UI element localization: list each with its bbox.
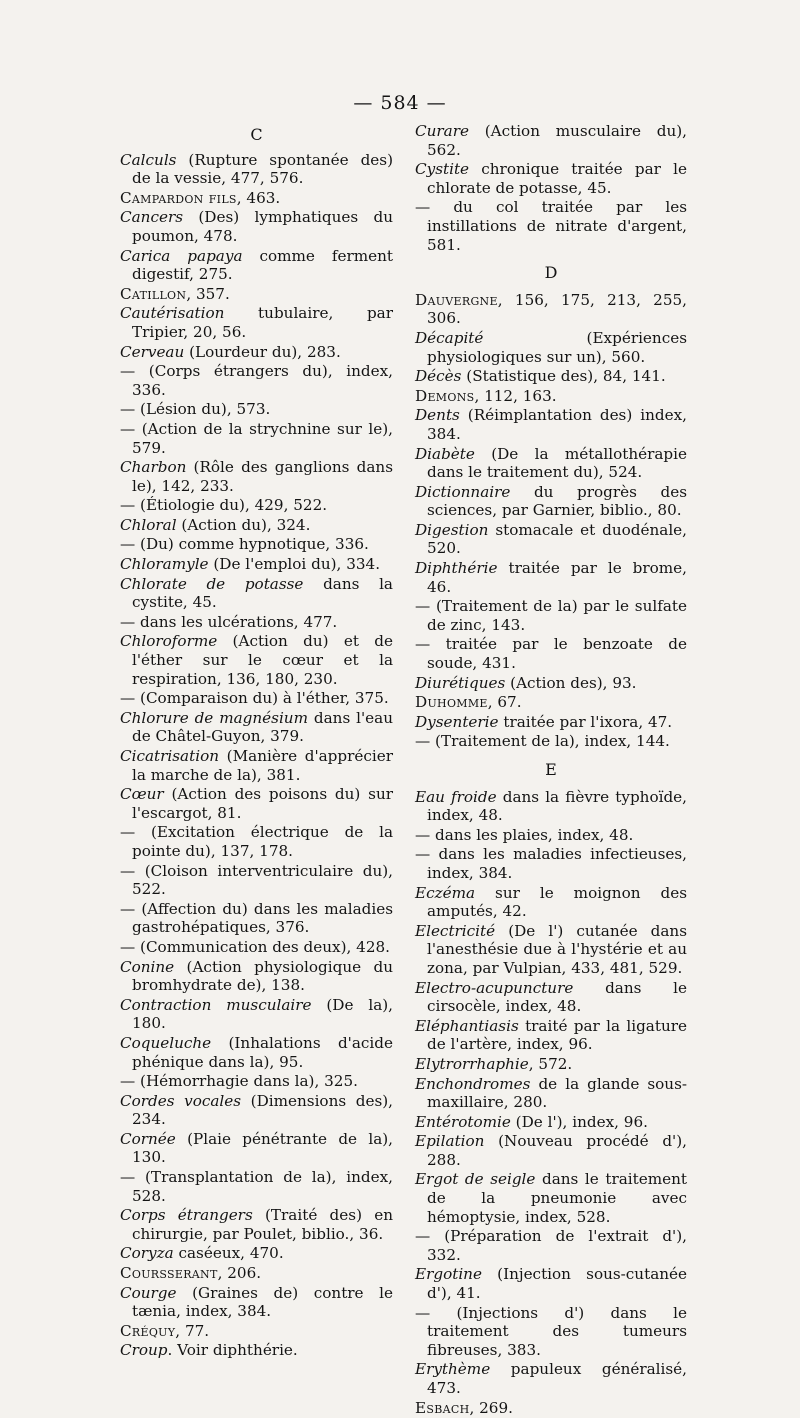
- entry-text: sur le moignon des amputés, 42.: [427, 883, 687, 921]
- section-letter: E: [545, 760, 557, 779]
- entry-term: Décapité: [415, 328, 484, 347]
- entry-term: Dysenterie: [415, 712, 499, 731]
- index-entry: [415, 1360, 687, 1397]
- index-entry: [415, 1055, 687, 1074]
- entry-text: comme ferment digestif, 275.: [132, 246, 393, 284]
- entry-text: , 463.: [236, 188, 281, 207]
- entry-term: Diabète: [415, 444, 475, 463]
- entry-text: — (Action de la strychnine sur le), 579.: [120, 419, 393, 457]
- entry-text: traitée par l'ixora, 47.: [498, 712, 673, 731]
- entry-text: (De l'), index, 96.: [510, 1112, 648, 1131]
- entry-text: , 269.: [469, 1398, 513, 1417]
- entry-text: (Injection sous-cutanée d'), 41.: [427, 1265, 687, 1303]
- entry-term: Diphthérie: [415, 559, 498, 578]
- index-entry: [120, 420, 393, 457]
- entry-text: , 206.: [217, 1264, 262, 1283]
- index-entry: [415, 1017, 687, 1054]
- entry-term: Entérotomie: [415, 1112, 511, 1131]
- index-entry: [415, 521, 687, 558]
- entry-term: Cancers: [120, 208, 184, 227]
- entry-term: Curare: [415, 122, 469, 140]
- entry-text: , 357.: [186, 284, 230, 303]
- index-entry: [415, 922, 687, 978]
- index-entry: [415, 884, 687, 921]
- entry-term: Charbon: [120, 458, 187, 477]
- index-entry: [415, 329, 687, 366]
- index-entry: [120, 1034, 393, 1071]
- entry-term: Coqueluche: [120, 1033, 212, 1052]
- index-entry: [120, 575, 393, 612]
- entry-text: (Manière d'apprécier la marche de la), 381.: [132, 747, 393, 784]
- entry-text: (Plaie pénétrante de la), 130.: [132, 1129, 393, 1167]
- index-entry: [415, 483, 687, 520]
- entry-term: Cystite: [415, 160, 470, 179]
- entry-text: — (Communication des deux), 428.: [120, 937, 390, 956]
- entry-text: (Rupture spontanée des) de la vessie, 477, 576.: [132, 150, 393, 188]
- index-entry: [415, 1113, 687, 1132]
- entry-text: — (Du) comme hypnotique, 336.: [120, 535, 369, 554]
- index-entry: [415, 291, 687, 328]
- entry-term: Cautérisation: [120, 304, 225, 323]
- entry-text: . Voir diphthérie.: [167, 1341, 298, 1360]
- index-entry: [415, 674, 687, 693]
- entry-text: — (Affection du) dans les maladies gastrohépatiques, 376.: [120, 899, 393, 937]
- index-entry: [415, 122, 687, 159]
- entry-text: — (Comparaison du) à l'éther, 375.: [120, 689, 389, 708]
- index-entry: [415, 1399, 687, 1418]
- index-entry: [415, 693, 687, 712]
- index-entry: [120, 996, 393, 1033]
- entry-text: (Nouveau procédé d'), 288.: [427, 1132, 687, 1169]
- index-entry: [120, 632, 393, 688]
- entry-text: (Inhalations d'acide phénique dans la), 95.: [132, 1033, 393, 1071]
- entry-text: (Action du), 324.: [176, 515, 311, 534]
- index-entry: [415, 406, 687, 443]
- index-entry: [120, 362, 393, 399]
- entry-text: , 112, 163.: [474, 386, 557, 405]
- entry-text: caséeux, 470.: [173, 1244, 284, 1263]
- index-entry: [120, 535, 393, 554]
- entry-text: (Réimplantation des) index, 384.: [427, 406, 687, 443]
- index-entry: [120, 1264, 393, 1283]
- entry-author-name: Campardon fils: [120, 188, 237, 207]
- entry-text: — dans les plaies, index, 48.: [415, 825, 634, 844]
- entry-text: de la glande sous-maxillaire, 280.: [427, 1074, 687, 1112]
- entry-text: — (Transplantation de la), index, 528.: [120, 1168, 393, 1205]
- entry-text: chronique traitée par le chlorate de potasse, 45.: [427, 160, 687, 197]
- entry-text: tubulaire, par Tripier, 20, 56.: [132, 304, 393, 341]
- entry-term: Electro-acupuncture: [415, 978, 574, 997]
- entry-term: Coryza: [120, 1244, 174, 1263]
- index-entry: [415, 198, 687, 254]
- entry-term: Dents: [415, 406, 460, 425]
- entry-text: — dans les ulcérations, 477.: [120, 612, 338, 631]
- index-entry: [120, 1168, 393, 1205]
- index-entry: [120, 900, 393, 937]
- entry-text: (Graines de) contre le tænia, index, 384.: [132, 1283, 393, 1321]
- index-entry: [120, 938, 393, 957]
- index-entry: [120, 555, 393, 574]
- entry-text: (Dimensions des), 234.: [132, 1091, 393, 1129]
- entry-term: Electricité: [415, 921, 496, 940]
- index-entry: [120, 247, 393, 284]
- index-entry: [415, 713, 687, 732]
- index-entry: [415, 1132, 687, 1169]
- entry-term: Ergot de seigle: [415, 1170, 536, 1189]
- entry-text: dans le cirsocèle, index, 48.: [427, 978, 687, 1016]
- entry-text: (De l') cutanée dans l'anesthésie due à l'hystérie et au zona, par Vulpian, 433, 481, 529.: [427, 921, 687, 977]
- entry-author-name: Créquy: [120, 1321, 176, 1340]
- entry-text: (De l'emploi du), 334.: [208, 555, 381, 574]
- index-column-right: [415, 122, 687, 1418]
- entry-term: Ergotine: [415, 1265, 482, 1284]
- entry-text: dans la cystite, 45.: [132, 574, 393, 612]
- index-entry: [120, 496, 393, 515]
- entry-text: , 156, 175, 213, 255, 306.: [427, 290, 687, 328]
- entry-term: Contraction musculaire: [120, 995, 312, 1014]
- entry-text: (Statistique des), 84, 141.: [461, 367, 666, 386]
- entry-author-name: Coursserant: [120, 1264, 218, 1283]
- entry-text: (Rôle des ganglions dans le), 142, 233.: [132, 458, 393, 495]
- index-entry: [120, 1072, 393, 1091]
- entry-term: Chloramyle: [120, 555, 209, 574]
- section-letter: C: [250, 125, 263, 144]
- entry-text: (Des) lymphatiques du poumon, 478.: [132, 208, 393, 245]
- index-entry: [120, 862, 393, 899]
- entry-text: dans la fièvre typhoïde, index, 48.: [427, 787, 687, 825]
- index-entry: [120, 285, 393, 304]
- entry-text: dans l'eau de Châtel-Guyon, 379.: [132, 708, 393, 746]
- entry-author-name: Dauvergne: [415, 290, 498, 309]
- index-entry: [120, 1341, 393, 1360]
- entry-term: Chlorure de magnésium: [120, 708, 308, 727]
- index-entry: [120, 400, 393, 419]
- index-entry: [120, 613, 393, 632]
- index-entry: [415, 1227, 687, 1264]
- entry-text: — (Traitement de la), index, 144.: [415, 732, 670, 751]
- entry-term: Eau froide: [415, 787, 497, 806]
- entry-text: — (Lésion du), 573.: [120, 400, 271, 419]
- index-entry: [120, 516, 393, 535]
- index-entry: [120, 709, 393, 746]
- entry-text: — (Corps étrangers du), index, 336.: [120, 362, 393, 399]
- entry-author-name: Catillon: [120, 284, 187, 303]
- index-entry: [415, 845, 687, 882]
- index-entry: [415, 445, 687, 482]
- entry-text: , 572.: [528, 1054, 573, 1073]
- entry-text: — (Excitation électrique de la pointe du), 137, 178.: [120, 823, 393, 860]
- entry-term: Epilation: [415, 1132, 485, 1151]
- entry-term: Chloral: [120, 515, 177, 534]
- entry-text: traitée par le brome, 46.: [427, 559, 687, 596]
- entry-term: Eléphantiasis: [415, 1016, 519, 1035]
- index-entry: [120, 689, 393, 708]
- index-entry: [120, 1244, 393, 1263]
- entry-term: Diurétiques: [415, 673, 506, 692]
- entry-text: — traitée par le benzoate de soude, 431.: [415, 635, 687, 673]
- index-entry: [120, 1206, 393, 1243]
- index-entry: [120, 1284, 393, 1321]
- index-entry: [120, 151, 393, 188]
- index-entry: [415, 788, 687, 825]
- entry-text: (Action musculaire du), 562.: [427, 122, 687, 159]
- entry-term: Corps étrangers: [120, 1206, 253, 1225]
- index-entry: [415, 826, 687, 845]
- entry-term: Cicatrisation: [120, 747, 219, 765]
- page-number: — 584 —: [353, 92, 447, 114]
- entry-author-name: Demons: [415, 386, 475, 405]
- index-entry: [120, 1322, 393, 1341]
- index-entry: [415, 1170, 687, 1226]
- index-entry: [415, 1304, 687, 1360]
- entry-term: Dictionnaire: [415, 482, 511, 501]
- entry-text: papuleux généralisé, 473.: [427, 1360, 687, 1397]
- entry-text: — (Traitement de la) par le sulfate de zinc, 143.: [415, 597, 687, 634]
- entry-text: (Expériences physiologiques sur un), 560.: [427, 328, 687, 366]
- index-entry: [415, 979, 687, 1016]
- entry-text: — (Injections d') dans le traitement des tumeurs fibreuses, 383.: [415, 1303, 687, 1359]
- index-entry: [120, 458, 393, 495]
- entry-text: (Traité des) en chirurgie, par Poulet, biblio., 36.: [132, 1206, 394, 1243]
- index-entry: [415, 732, 687, 751]
- index-entry: [120, 785, 393, 822]
- entry-text: (De la), 180.: [132, 995, 393, 1033]
- entry-term: Enchondromes: [415, 1074, 531, 1093]
- index-entry: [120, 1092, 393, 1129]
- entry-term: Conine: [120, 957, 175, 976]
- entry-term: Cœur: [120, 785, 164, 804]
- entry-text: (Action physiologique du bromhydrate de), 138.: [132, 957, 393, 995]
- entry-term: Elytrorrhaphie: [415, 1054, 529, 1073]
- index-entry: [415, 1265, 687, 1302]
- index-entry: [120, 343, 393, 362]
- section-letter: D: [544, 263, 558, 283]
- index-entry: [120, 958, 393, 995]
- entry-term: Croup: [120, 1341, 168, 1360]
- index-entry: [415, 387, 687, 406]
- entry-author-name: Duhomme: [415, 693, 488, 712]
- entry-text: — (Hémorrhagie dans la), 325.: [120, 1072, 358, 1091]
- entry-text: , 67.: [487, 693, 522, 712]
- entry-text: (De la métallothérapie dans le traitement du), 524.: [427, 444, 687, 482]
- entry-text: — (Préparation de l'extrait d'), 332.: [415, 1227, 687, 1264]
- entry-author-name: Esbach: [415, 1398, 470, 1417]
- entry-term: Eczéma: [415, 883, 476, 902]
- entry-term: Calculs: [120, 150, 177, 169]
- index-entry: [120, 747, 393, 784]
- entry-text: (Action des poisons du) sur l'escargot, 81.: [132, 785, 393, 822]
- entry-text: — (Cloison interventriculaire du), 522.: [120, 861, 393, 899]
- entry-term: Cordes vocales: [120, 1091, 242, 1110]
- index-entry: [120, 208, 393, 245]
- index-entry: [415, 160, 687, 197]
- entry-text: stomacale et duodénale, 520.: [427, 520, 687, 558]
- entry-text: dans le traitement de la pneumonie avec hémoptysie, index, 528.: [427, 1170, 687, 1226]
- entry-term: Chlorate de potasse: [120, 574, 304, 593]
- entry-text: — (Étiologie du), 429, 522.: [120, 496, 328, 515]
- index-entry: [415, 559, 687, 596]
- entry-term: Courge: [120, 1283, 177, 1302]
- entry-text: — dans les maladies infectieuses, index, 384.: [415, 845, 687, 882]
- entry-text: traité par la ligature de l'artère, index, 96.: [427, 1016, 687, 1054]
- index-entry: [415, 367, 687, 386]
- entry-term: Digestion: [415, 520, 489, 539]
- entry-text: du progrès des sciences, par Garnier, biblio., 80.: [427, 482, 687, 520]
- entry-text: (Lourdeur du), 283.: [184, 342, 341, 361]
- index-column-left: [120, 122, 393, 1361]
- index-entry: [120, 189, 393, 208]
- entry-term: Chloroforme: [120, 632, 218, 651]
- index-entry: [120, 304, 393, 341]
- index-entry: [120, 823, 393, 860]
- entry-text: (Action du) et de l'éther sur le cœur et la respiration, 136, 180, 230.: [132, 632, 393, 688]
- entry-text: (Action des), 93.: [505, 673, 637, 692]
- index-entry: [120, 1130, 393, 1167]
- entry-text: — du col traitée par les instillations de nitrate d'argent, 581.: [415, 198, 687, 254]
- entry-text: , 77.: [175, 1321, 210, 1340]
- entry-term: Cerveau: [120, 342, 185, 361]
- index-entry: [415, 635, 687, 672]
- entry-term: Cornée: [120, 1129, 176, 1148]
- index-entry: [415, 1075, 687, 1112]
- entry-term: Décès: [415, 367, 462, 386]
- index-entry: [415, 597, 687, 634]
- entry-term: Erythème: [415, 1360, 491, 1379]
- entry-term: Carica papaya: [120, 246, 243, 265]
